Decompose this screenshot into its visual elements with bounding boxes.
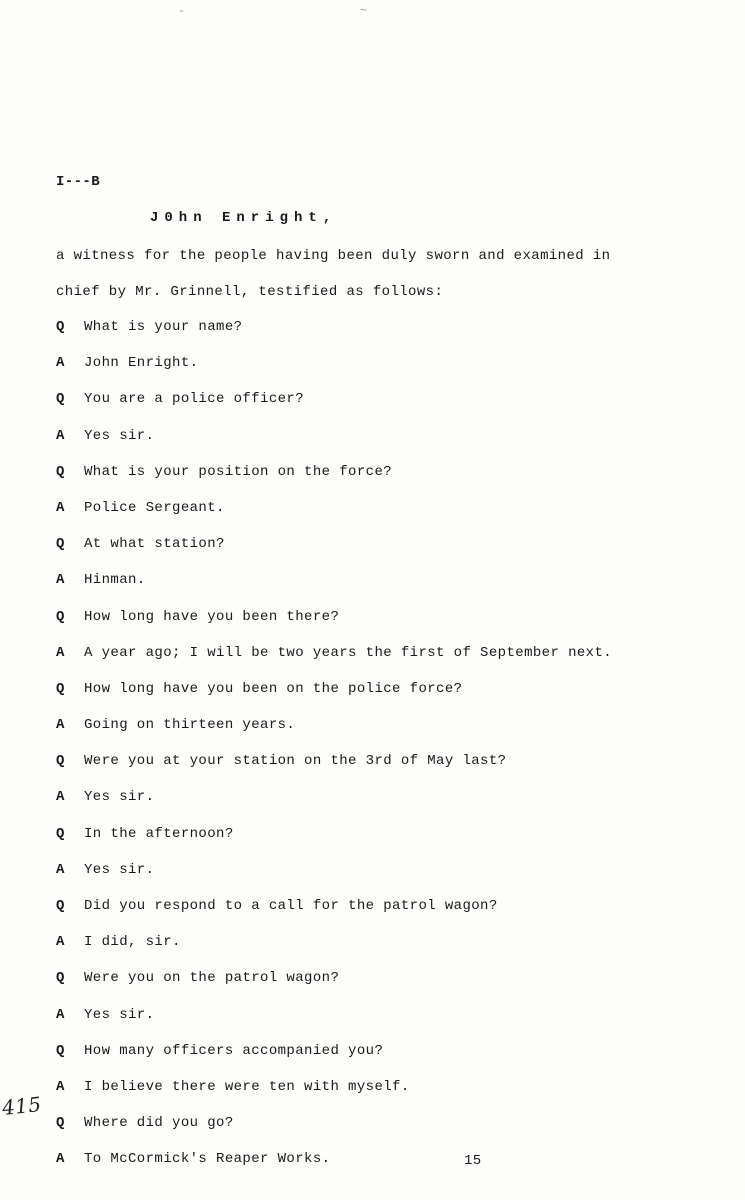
- speaker-marker: Q: [56, 1042, 65, 1059]
- testimony-list: [0, 319, 745, 1188]
- testimony-text: Yes sir.: [84, 427, 155, 444]
- speaker-marker: Q: [56, 825, 65, 842]
- speaker-marker: A: [56, 499, 65, 516]
- testimony-line: [0, 572, 745, 608]
- testimony-text: Hinman.: [84, 572, 146, 589]
- speaker-marker: A: [56, 644, 65, 661]
- witness-name: J0hn Enright,: [150, 210, 338, 226]
- testimony-text: Police Sergeant.: [84, 499, 225, 516]
- testimony-text: Did you respond to a call for the patrol wagon?: [84, 898, 498, 914]
- testimony-text: In the afternoon?: [84, 825, 234, 842]
- testimony-line: [0, 1151, 745, 1187]
- speaker-marker: Q: [56, 536, 65, 553]
- speaker-marker: A: [56, 355, 65, 372]
- testimony-text: What is your position on the force?: [84, 463, 393, 480]
- testimony-text: How long have you been there?: [84, 608, 340, 625]
- speaker-marker: Q: [56, 463, 65, 480]
- handwritten-margin-note: 415: [0, 1092, 43, 1120]
- testimony-line: [0, 319, 745, 355]
- testimony-line: [0, 1079, 745, 1115]
- speaker-marker: Q: [56, 391, 65, 408]
- testimony-text: A year ago; I will be two years the first of September next.: [84, 644, 613, 661]
- speaker-marker: A: [56, 717, 65, 734]
- testimony-line: [0, 1115, 745, 1151]
- testimony-line: [0, 1043, 745, 1079]
- testimony-text: How long have you been on the police force?: [84, 680, 463, 697]
- testimony-text: Were you on the patrol wagon?: [84, 970, 340, 987]
- testimony-text: Yes sir.: [84, 1006, 155, 1023]
- testimony-text: Going on thirteen years.: [84, 717, 296, 734]
- testimony-text: At what station?: [84, 536, 225, 553]
- testimony-text: I did, sir.: [84, 934, 181, 951]
- speaker-marker: Q: [56, 608, 65, 625]
- testimony-line: [0, 862, 745, 898]
- testimony-line: [0, 536, 745, 572]
- testimony-text: To McCormick's Reaper Works.: [84, 1151, 331, 1168]
- testimony-text: I believe there were ten with myself.: [84, 1078, 410, 1095]
- testimony-text: Where did you go?: [84, 1115, 234, 1132]
- testimony-line: [0, 970, 745, 1006]
- testimony-text: Were you at your station on the 3rd of May last?: [84, 753, 507, 770]
- testimony-line: [0, 789, 745, 825]
- testimony-line: [0, 428, 745, 464]
- speaker-marker: A: [56, 789, 65, 806]
- speaker-marker: Q: [56, 680, 65, 697]
- speaker-marker: A: [56, 427, 65, 444]
- intro-line-2: chief by Mr. Grinnell, testified as follows:: [56, 284, 444, 300]
- testimony-line: [0, 826, 745, 862]
- section-id: I---B: [56, 174, 101, 190]
- testimony-line: [0, 898, 745, 934]
- testimony-line: [0, 645, 745, 681]
- speaker-marker: A: [56, 934, 65, 951]
- speaker-marker: A: [56, 1151, 65, 1168]
- speaker-marker: A: [56, 572, 65, 589]
- testimony-line: [0, 464, 745, 500]
- speaker-marker: A: [56, 861, 65, 878]
- testimony-line: [0, 753, 745, 789]
- speaker-marker: Q: [56, 970, 65, 987]
- testimony-text: Yes sir.: [84, 861, 155, 878]
- testimony-line: [0, 609, 745, 645]
- testimony-line: [0, 391, 745, 427]
- testimony-line: [0, 681, 745, 717]
- speaker-marker: A: [56, 1006, 65, 1023]
- testimony-line: [0, 1007, 745, 1043]
- speaker-marker: Q: [56, 753, 65, 770]
- testimony-line: [0, 500, 745, 536]
- top-mark-right: ~: [360, 4, 368, 18]
- testimony-text: You are a police officer?: [84, 391, 305, 408]
- testimony-text: How many officers accompanied you?: [84, 1042, 384, 1059]
- testimony-line: [0, 934, 745, 970]
- testimony-text: What is your name?: [84, 319, 243, 335]
- testimony-line: [0, 717, 745, 753]
- intro-line-1: a witness for the people having been duly sworn and examined in: [56, 248, 611, 264]
- testimony-text: Yes sir.: [84, 789, 155, 806]
- speaker-marker: A: [56, 1078, 65, 1095]
- testimony-line: [0, 355, 745, 391]
- page-number: 15: [464, 1153, 482, 1169]
- testimony-text: John Enright.: [84, 355, 199, 372]
- speaker-marker: Q: [56, 319, 65, 335]
- top-mark-left: -: [178, 4, 186, 18]
- speaker-marker: Q: [56, 898, 65, 914]
- speaker-marker: Q: [56, 1115, 65, 1132]
